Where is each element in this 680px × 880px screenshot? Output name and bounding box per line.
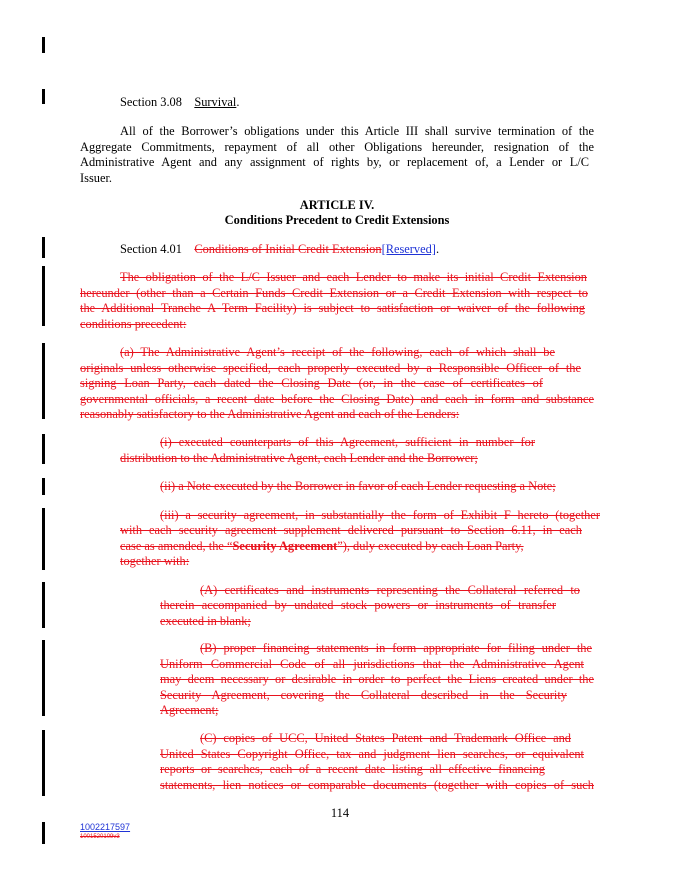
deleted-title: Conditions of Initial Credit Extension bbox=[194, 242, 382, 256]
change-bar bbox=[42, 730, 45, 796]
change-bar bbox=[42, 343, 45, 419]
change-bar bbox=[42, 237, 45, 258]
section-number: Section 4.01 bbox=[120, 242, 182, 256]
document-id: 1002217597 bbox=[80, 822, 131, 832]
change-bar bbox=[42, 508, 45, 570]
page-number: 114 bbox=[330, 806, 350, 820]
change-bar bbox=[42, 582, 45, 628]
defined-term: Security Agreement bbox=[232, 539, 338, 553]
article-heading: ARTICLE IV. bbox=[299, 198, 375, 212]
inserted-title: [Reserved] bbox=[381, 242, 436, 256]
body-line: All of the Borrower’s obligations under this Article III shall survive termination of the bbox=[120, 124, 594, 138]
section-3-08-heading: Section 3.08 Survival. bbox=[120, 95, 240, 109]
change-bar bbox=[42, 822, 45, 844]
article-subheading: Conditions Precedent to Credit Extensions bbox=[224, 213, 450, 227]
change-bar bbox=[42, 266, 45, 326]
change-bar bbox=[42, 640, 45, 716]
section-title: Survival bbox=[194, 95, 237, 109]
body-line: Administrative Agent and any assignment of rights by, or replacement of, a Lender or L/C bbox=[80, 155, 589, 169]
old-document-id: 1001520109v3 bbox=[80, 834, 120, 840]
section-4-01-heading: Section 4.01 Conditions of Initial Credit Extension[Reserved]. bbox=[120, 242, 440, 256]
section-number: Section 3.08 bbox=[120, 95, 182, 109]
change-bar bbox=[42, 37, 45, 53]
change-bar bbox=[42, 434, 45, 464]
change-bar bbox=[42, 478, 45, 495]
body-line: Aggregate Commitments, repayment of all other Obligations hereunder, resignation of the bbox=[80, 140, 594, 154]
change-bar bbox=[42, 89, 45, 104]
body-line: Issuer. bbox=[80, 171, 113, 185]
